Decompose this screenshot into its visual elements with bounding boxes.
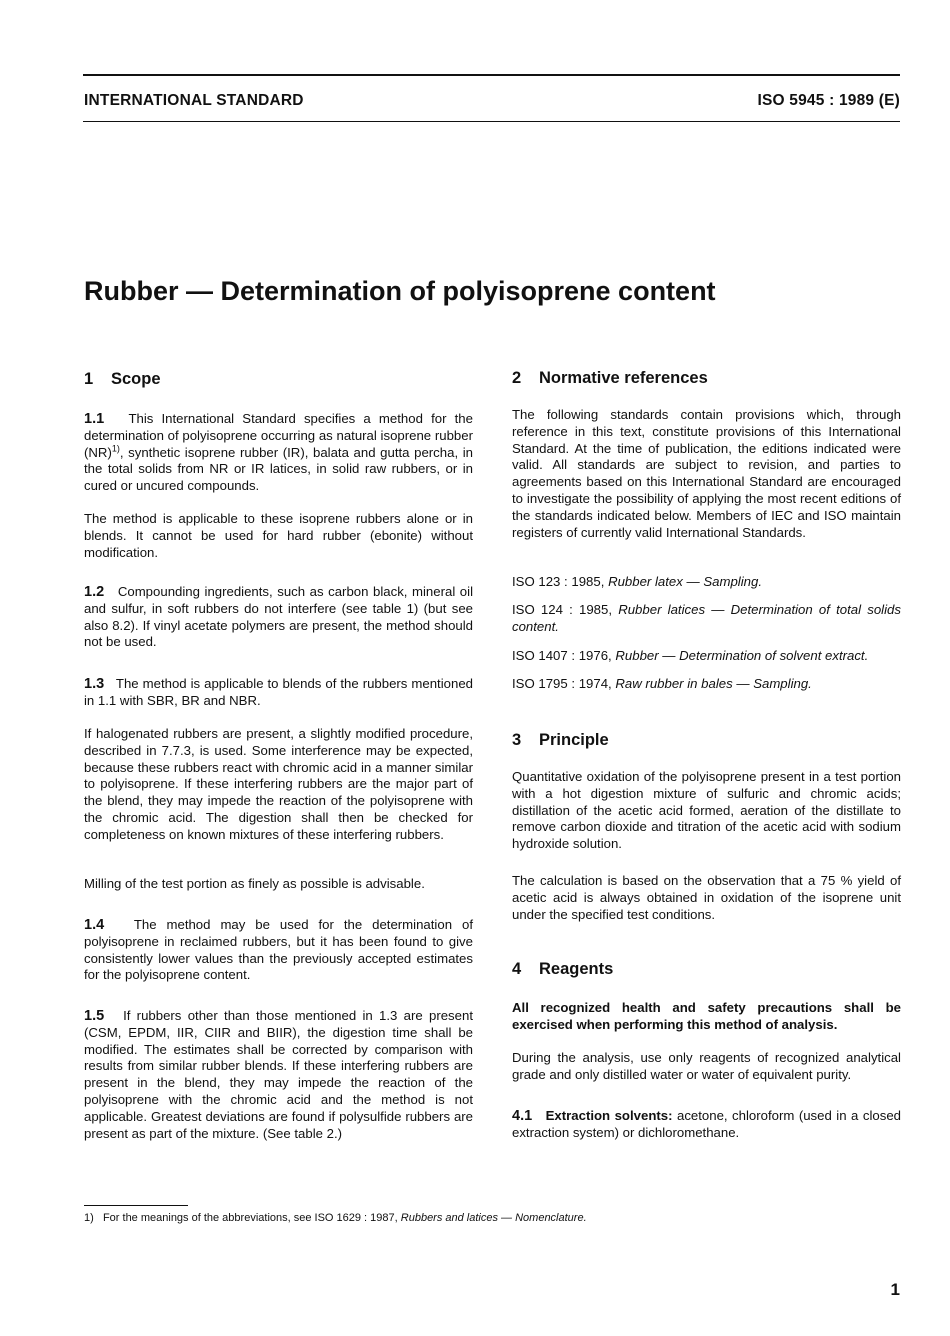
reference-item — [512, 648, 901, 665]
section-number: 4 — [512, 960, 522, 978]
clause-number: 1.2 — [84, 584, 105, 600]
clause-text-cont: , synthetic isoprene rubber (IR), balata and gutta percha, in the total solids from NR or IR latices, in solid raw rubbers, or in cured or uncured compounds. — [84, 444, 473, 494]
reference-title: Rubber latices — Determination of total solids content. — [512, 602, 901, 634]
clause-text: This International Standard specifies a method for the determination of polyisoprene occurring as natural isoprene rubber (NR) — [84, 411, 473, 460]
clause-text: The method is applicable to blends of the rubbers mentioned in 1.1 with SBR, BR and NBR. — [84, 676, 473, 708]
reference-title: Rubber latex — Sampling. — [608, 574, 762, 589]
clause-text: acetone, chloroform (used in a closed extraction system) or dichloromethane. — [512, 1108, 901, 1140]
reference-item — [512, 676, 901, 693]
footnote-title: Rubbers and latices — Nomenclature. — [400, 1212, 587, 1224]
paragraph: The following standards contain provisions which, through reference in this text, constitute provisions of this International Standard. At the time of publication, the editions indicated were valid. All standards are subject to revision, and parties to agreements based on this International Standard are encouraged to investigate the possibility of applying the most recent editions of the standards indicated below. Members of IEC and ISO maintain registers of currently valid International Standards. — [512, 407, 901, 540]
section-1-heading — [84, 370, 473, 389]
section-title: Normative references — [539, 369, 708, 387]
reference-title: Raw rubber in bales — Sampling. — [615, 676, 812, 691]
reference-code: ISO 123 : 1985, — [512, 574, 605, 589]
header-document-id: ISO 5945 : 1989 (E) — [757, 92, 900, 109]
page-title: Rubber — Determination of polyisoprene content — [84, 276, 716, 306]
clause-1-3 — [84, 676, 473, 710]
clause-1-5 — [84, 1008, 473, 1142]
reference-code: ISO 1407 : 1976, — [512, 648, 612, 663]
clause-1-1 — [84, 411, 473, 495]
clause-number: 1.5 — [84, 1008, 105, 1024]
paragraph: Quantitative oxidation of the polyisoprene present in a test portion with a hot digestion mixture of sulfuric and chromic acids; distillation of the acetic acid formed, aeration of the distillate to remove carbon dioxide and titration of the acetic acid with sodium hydroxide solution. — [512, 769, 901, 852]
clause-text: The method may be used for the determination of polyisoprene in reclaimed rubbers, but it has been found to give consistently lower values than the previously accepted estimates for the polyisoprene content. — [84, 917, 473, 983]
footnote-mark: 1) — [84, 1212, 94, 1224]
header-rule — [83, 121, 900, 122]
reference-code: ISO 124 : 1985, — [512, 602, 612, 617]
clause-text: Compounding ingredients, such as carbon black, mineral oil and sulfur, in soft rubbers do not interfere (see table 1) (but see also 8.2). If vinyl acetate polymers are present, the method should not be used. — [84, 584, 473, 650]
section-number: 2 — [512, 369, 522, 387]
section-title: Scope — [111, 370, 161, 388]
reference-title: Rubber — Determination of solvent extract. — [615, 648, 869, 663]
section-3-heading — [512, 731, 901, 750]
paragraph: The method is applicable to these isoprene rubbers alone or in blends. It cannot be used for hard rubber (ebonite) without modification. — [84, 511, 473, 560]
section-title: Reagents — [539, 960, 614, 978]
section-number: 1 — [84, 370, 94, 388]
reference-item — [512, 602, 901, 636]
footnote — [84, 1212, 587, 1224]
paragraph: The calculation is based on the observation that a 75 % yield of acetic acid is always obtained in oxidation of the isoprene unit under the specified test conditions. — [512, 873, 901, 922]
footnote-text: For the meanings of the abbreviations, see ISO 1629 : 1987, — [102, 1212, 398, 1224]
footnote-ref[interactable]: 1) — [111, 443, 120, 454]
clause-4-1 — [512, 1108, 901, 1142]
footnote-rule — [84, 1205, 188, 1206]
clause-1-4 — [84, 917, 473, 984]
section-2-heading — [512, 369, 901, 388]
clause-1-2 — [84, 584, 473, 651]
reference-code: ISO 1795 : 1974, — [512, 676, 612, 691]
reference-item — [512, 574, 901, 591]
clause-number: 1.4 — [84, 917, 105, 933]
top-rule — [83, 74, 900, 76]
header-standard-type: INTERNATIONAL STANDARD — [84, 92, 304, 109]
paragraph: If halogenated rubbers are present, a slightly modified procedure, described in 7.7.3, is used. Some interference may be expected, because these rubbers react with chromic acid in a manner similar to polyisoprene. If these interfering rubbers are the major part of the blend, they may impede the reaction of the polyisoprene with the chromic acid. The digestion shall then be checked for completeness on known mixtures of these interfering rubbers. — [84, 726, 473, 842]
clause-number: 1.3 — [84, 676, 105, 692]
section-title: Principle — [539, 731, 609, 749]
clause-text: If rubbers other than those mentioned in 1.3 are present (CSM, EPDM, IIR, CIIR and BIIR), the digestion time shall be modified. The estimates shall be corrected by comparison with results from similar rubber blends. If these interfering rubbers are present in the blend, they may impede the reaction of the polyisoprene with the chromic acid and the method is not applicable. Greatest deviations are found if polysulfide rubbers are present as part of the mixture. (See table 2.) — [84, 1008, 473, 1141]
paragraph: During the analysis, use only reagents of recognized analytical grade and only distilled water or water of equivalent purity. — [512, 1050, 901, 1082]
clause-number: 1.1 — [84, 411, 105, 427]
clause-number: 4.1 — [512, 1108, 533, 1124]
safety-notice: All recognized health and safety precautions shall be exercised when performing this method of analysis. — [512, 1000, 901, 1032]
clause-label: Extraction solvents: — [545, 1108, 673, 1123]
section-number: 3 — [512, 731, 522, 749]
paragraph: Milling of the test portion as finely as possible is advisable. — [84, 876, 425, 891]
section-4-heading — [512, 960, 901, 979]
page-number: 1 — [890, 1280, 900, 1299]
